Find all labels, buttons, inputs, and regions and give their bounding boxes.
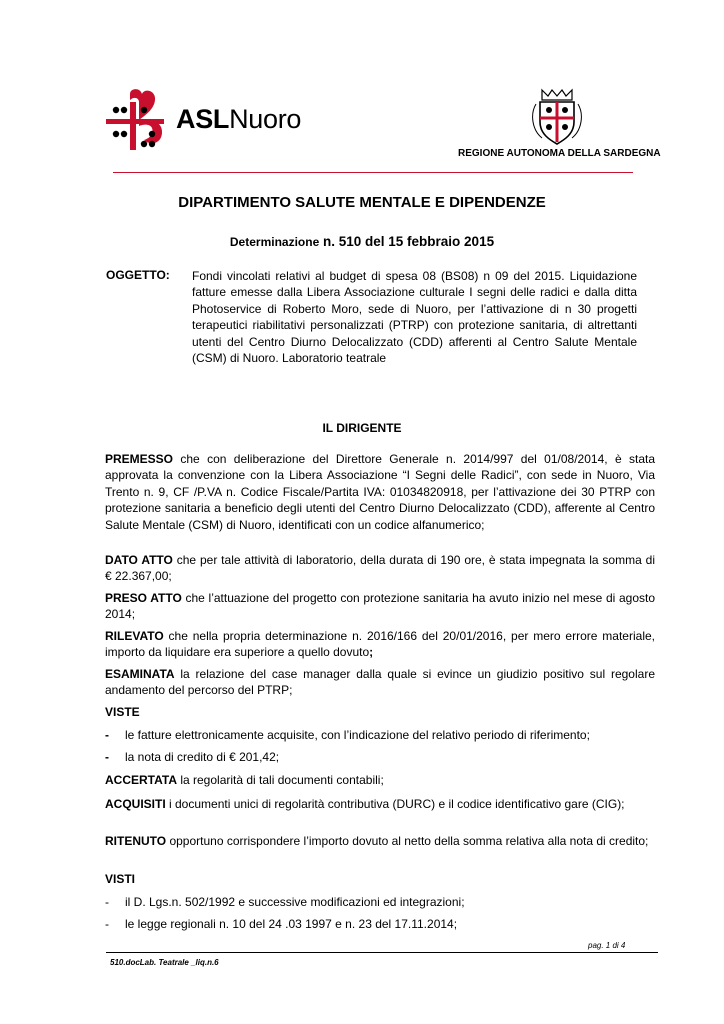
paragraph-label: ACCERTATA	[105, 773, 177, 787]
paragraph-label: VISTI	[105, 872, 136, 886]
paragraph-label: ESAMINATA	[105, 667, 175, 681]
determination-number: n. 510 del 15 febbraio 2015	[319, 234, 495, 249]
list-item	[105, 727, 655, 743]
paragraph-rilevato	[105, 628, 655, 661]
department-title: DIPARTIMENTO SALUTE MENTALE E DIPENDENZE	[178, 194, 546, 211]
list-item-text: il D. Lgs.n. 502/1992 e successive modificazioni ed integrazioni;	[125, 895, 465, 909]
paragraph-label: VISTE	[105, 705, 140, 719]
subject-text: Fondi vincolati relativi al budget di spesa 08 (BS08) n 09 del 2015. Liquidazione fatture emesse dalla Libera Associazione culturale I segni delle radici e dalla ditta Photoservice di Roberto Moro, sede di Nuoro, per l’attivazione di n 30 progetti terapeutici riabilitativi personalizzati (PTRP) con protezione sanitaria, di altrettanti utenti del Centro Diurno Delocalizzato (CDD) afferenti al Centro Salute Mentale (CSM) di Nuoro. Laboratorio teatrale	[192, 269, 637, 366]
list-item-text: le fatture elettronicamente acquisite, con l’indicazione del relativo periodo di riferimento;	[125, 728, 590, 742]
paragraph-label: ACQUISITI	[105, 797, 166, 811]
list-item-text: le legge regionali n. 10 del 24 .03 1997 e n. 23 del 17.11.2014;	[125, 917, 458, 931]
paragraph-acquisiti	[105, 796, 655, 812]
bullet-mark: -	[105, 750, 109, 764]
asl-logo-icon	[106, 88, 166, 154]
paragraph-ritenuto	[105, 833, 655, 849]
paragraph-label: PRESO ATTO	[105, 591, 182, 605]
sardegna-crest-icon	[528, 86, 586, 146]
paragraph-text: che con deliberazione del Direttore Generale n. 2014/997 del 01/08/2014, è stata approvata la convenzione con la Libera Associazione “I Segni delle Radici”, con sede in Nuoro, Via Trento n. 9, CF /P.VA n. Codice Fiscale/Partita IVA: 01034820918, per l’attivazione dei 30 PTRP con protezione sanitaria a beneficio degli utenti del Centro Diurno Delocalizzato (CDD), afferente al Centro Salute Mentale (CSM) di Nuoro, identificati con un codice alfanumerico;	[105, 452, 655, 532]
paragraph-suffix: ;	[369, 645, 374, 660]
bullet-mark: -	[105, 895, 109, 909]
paragraph-premesso	[105, 451, 655, 533]
paragraph-text: che nella propria determinazione n. 2016/166 del 20/01/2016, per mero errore materiale, importo da liquidare era superiore a quello dovuto	[105, 629, 655, 660]
bullet-mark: -	[105, 917, 109, 931]
paragraph-accertata	[105, 772, 655, 788]
paragraph-text: la relazione del case manager dalla quale si evince un giudizio positivo sul regolare andamento del percorso del PTRP;	[105, 667, 655, 698]
list-item	[105, 894, 655, 910]
list-item	[105, 749, 655, 765]
paragraph-dato-atto	[105, 552, 655, 585]
brand-bold: ASL	[176, 104, 230, 134]
paragraph-label: PREMESSO	[105, 452, 174, 466]
paragraph-visti	[105, 871, 655, 887]
bullet-mark: -	[105, 728, 109, 742]
region-name: REGIONE AUTONOMA DELLA SARDEGNA	[458, 148, 661, 159]
paragraph-text: che l’attuazione del progetto con protezione sanitaria ha avuto inizio nel mese di agosto 2014;	[105, 591, 655, 622]
paragraph-text: opportuno corrispondere l’importo dovuto al netto della somma relativa alla nota di credito;	[166, 834, 649, 848]
footer-divider	[106, 952, 658, 953]
dirigente-title: IL DIRIGENTE	[322, 421, 402, 435]
determination-line	[0, 234, 724, 249]
list-item-text: la nota di credito di € 201,42;	[125, 750, 280, 764]
header-divider	[113, 172, 633, 173]
paragraph-text: che per tale attività di laboratorio, della durata di 190 ore, è stata impegnata la somma di € 22.367,00;	[105, 553, 655, 584]
paragraph-esaminata	[105, 666, 655, 699]
footer-reference: 510.docLab. Teatrale _liq.n.6	[110, 958, 219, 967]
brand-regular: Nuoro	[229, 104, 302, 134]
determination-prefix: Determinazione	[229, 235, 320, 249]
paragraph-label: RITENUTO	[105, 834, 167, 848]
page-number: pag. 1 di 4	[588, 941, 626, 950]
paragraph-viste	[105, 704, 655, 720]
paragraph-text: i documenti unici di regolarità contributiva (DURC) e il codice identificativo gare (CIG);	[165, 797, 625, 811]
paragraph-label: DATO ATTO	[105, 553, 173, 567]
list-item	[105, 916, 655, 932]
asl-brand-name	[176, 104, 301, 134]
paragraph-label: RILEVATO	[105, 629, 164, 643]
subject-label: OGGETTO:	[106, 268, 170, 282]
paragraph-preso-atto	[105, 590, 655, 623]
paragraph-text: la regolarità di tali documenti contabili;	[177, 773, 384, 787]
